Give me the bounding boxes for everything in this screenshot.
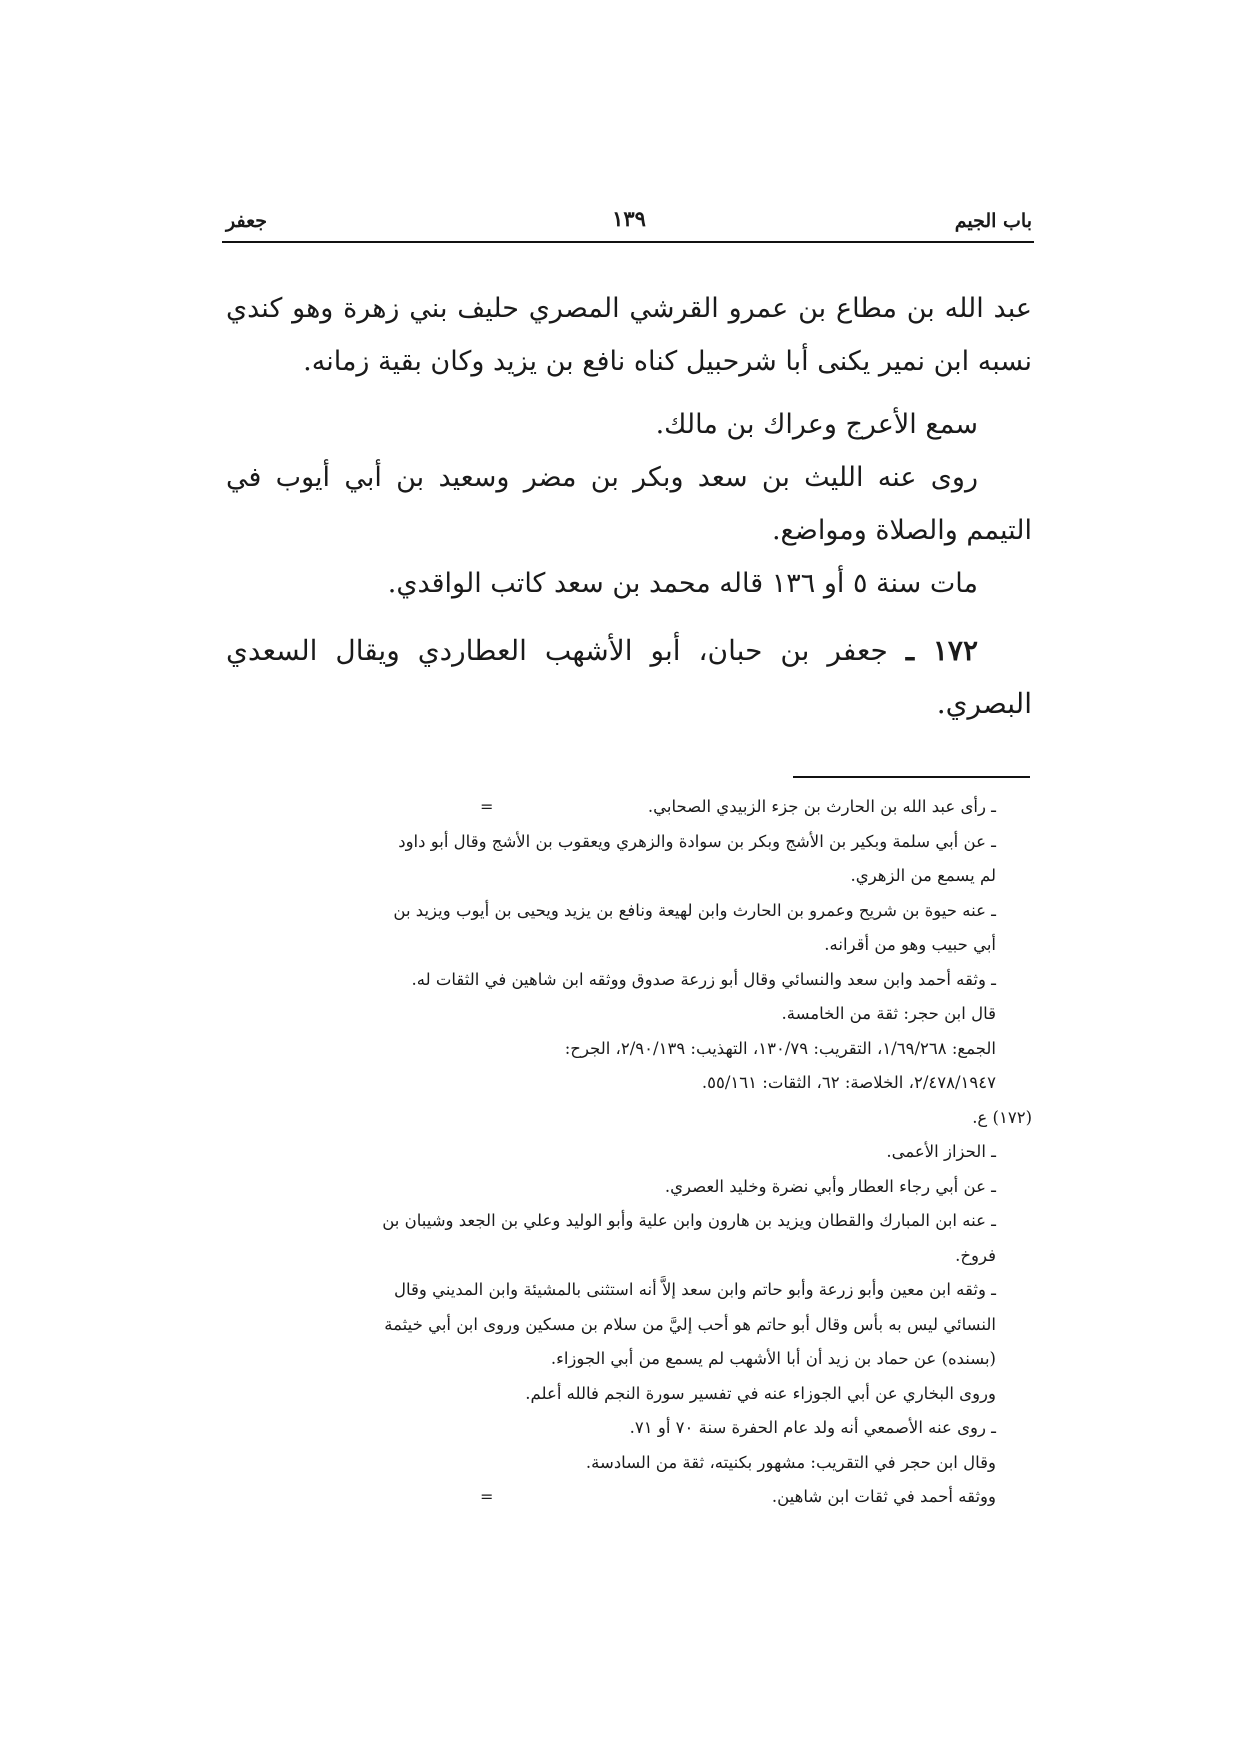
footnote-line: = ـ رأى عبد الله بن الحارث بن جزء الزبيدي الصحابي. [232,790,1032,825]
footnote-line: ٢/٤٧٨/١٩٤٧، الخلاصة: ٦٢، الثقات: ٥٥/١٦١. [701,1073,996,1092]
chapter-title: باب الجيم [954,210,1032,232]
page-number: ١٣٩ [612,206,646,231]
footnote-line: ـ الحزاز الأعمى. [886,1142,996,1161]
footnote-line: ـ عن أبي سلمة وبكير بن الأشج وبكر بن سوادة والزهري ويعقوب بن الأشج وقال أبو داود [398,831,996,851]
footnote-line: أبي حبيب وهو من أقرانه. [824,935,996,954]
footnote-line: ـ وثقه أحمد وابن سعد والنسائي وقال أبو زرعة صدوق ووثقه ابن شاهين في الثقات له. [411,969,996,989]
body-line: مات سنة ٥ أو ١٣٦ قاله محمد بن سعد كاتب الواقدي. [387,568,978,599]
footnote-line: ـ عنه ابن المبارك والقطان ويزيد بن هارون وابن علية وأبو الوليد وعلي بن الجعد وشيبان بن [382,1211,996,1230]
body-line: سمع الأعرج وعراك بن مالك. [655,409,978,440]
footnote-line: وروى البخاري عن أبي الجوزاء عنه في تفسير سورة النجم فالله أعلم. [525,1383,996,1403]
footnote-line: ـ روى عنه الأصمعي أنه ولد عام الحفرة سنة ٧٠ أو ٧١. [629,1418,996,1437]
entry-number: ١٧٢ ـ [905,634,979,667]
running-header [226,206,1032,240]
footnote-marker: (١٧٢) ع. [972,1107,1032,1127]
footnote-separator [793,776,1030,778]
main-text [226,282,1032,730]
body-line: البصري. [936,687,1032,720]
body-line: عبد الله بن مطاع بن عمرو القرشي المصري حليف بني زهرة وهو كندي [226,293,1032,324]
footnote-line: = ووثقه أحمد في ثقات ابن شاهين. [232,1480,1032,1515]
footnote-line: ـ عن أبي رجاء العطار وأبي نضرة وخليد العصري. [664,1176,996,1196]
footnote-line: النسائي ليس به بأس وقال أبو حاتم هو أحب إليَّ من سلام بن مسكين وروى ابن أبي خيثمة [384,1314,996,1334]
footnote-line: وقال ابن حجر في التقريب: مشهور بكنيته، ثقة من السادسة. [585,1452,996,1472]
footnote-line: ـ عنه حيوة بن شريح وعمرو بن الحارث وابن لهيعة ونافع بن يزيد ويحيى بن أيوب ويزيد بن [393,900,996,920]
footnote-line: لم يسمع من الزهري. [850,866,996,885]
footnote-line: ـ وثقه ابن معين وأبو زرعة وأبو حاتم وابن سعد إلاَّ أنه استثنى بالمشيئة وابن المديني وقال [393,1280,996,1299]
continuation-mark: = [480,1487,494,1506]
header-rule [222,241,1034,243]
continuation-mark: = [480,797,494,816]
footnote-line: قال ابن حجر: ثقة من الخامسة. [781,1004,996,1023]
body-line: روى عنه الليث بن سعد وبكر بن مضر وسعيد بن أبي أيوب في [226,462,978,493]
entry-name: جعفر [226,210,268,232]
footnote-line: الجمع: ١/٦٩/٢٦٨، التقريب: ١٣٠/٧٩، التهذيب: ٢/٩٠/١٣٩، الجرح: [564,1038,996,1058]
body-line: نسبه ابن نمير يكنى أبا شرحبيل كناه نافع بن يزيد وكان بقية زمانه. [303,346,1032,377]
body-line: التيمم والصلاة ومواضع. [771,515,1032,546]
entry-heading-line [226,624,1032,677]
footnotes [232,790,1032,1515]
entry-heading: جعفر بن حبان، أبو الأشهب العطاردي ويقال السعدي [226,634,888,667]
footnote-line: (بسنده) عن حماد بن زيد أن أبا الأشهب لم يسمع من أبي الجوزاء. [550,1349,996,1368]
footnote-line: فروخ. [955,1245,996,1265]
